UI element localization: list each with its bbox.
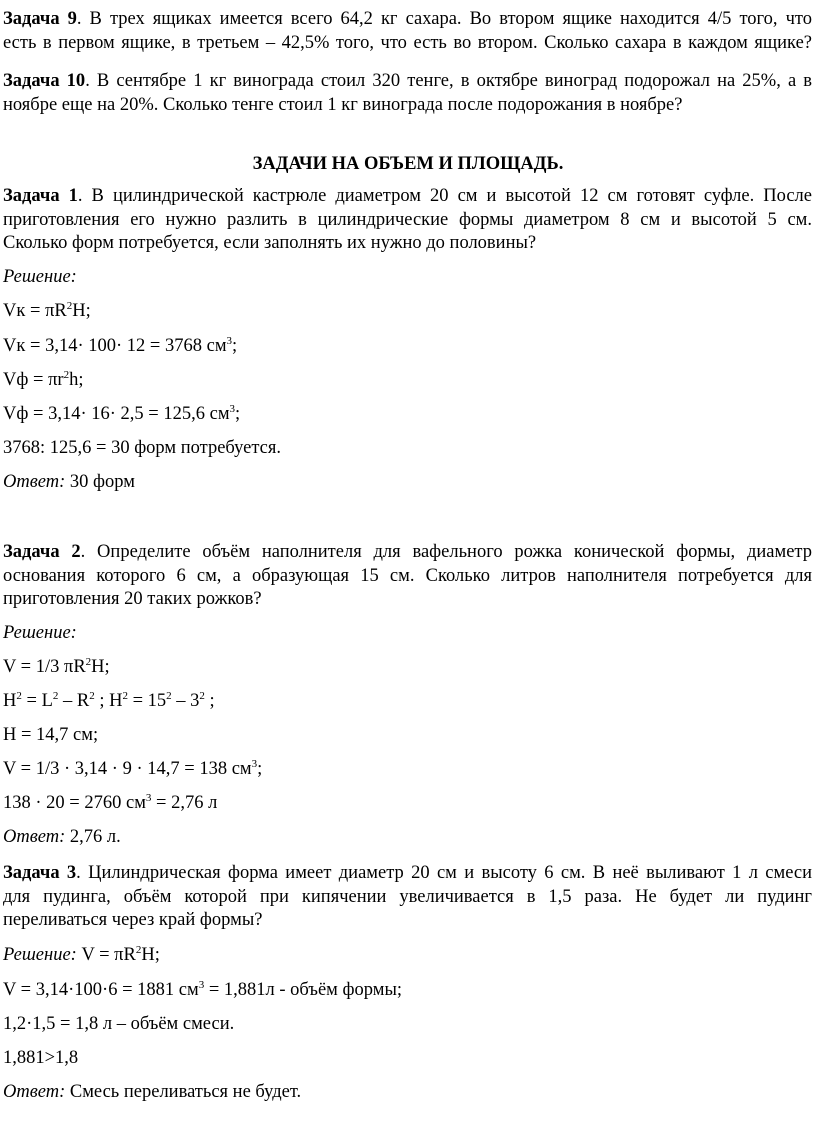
section-title: ЗАДАЧИ НА ОБЪЕМ И ПЛОЩАДЬ. bbox=[252, 154, 564, 174]
superscript: 2 bbox=[135, 944, 142, 956]
superscript: 3 bbox=[145, 792, 152, 804]
task9-line1: Задача 9. В трех ящиках имеется всего 64,2 кг сахара. Во втором ящике находится 4/5 того, что bbox=[3, 9, 812, 29]
task3-solution: Решение: $V = \pi R^2H$; bbox=[3, 944, 160, 965]
superscript: 2 bbox=[122, 690, 128, 702]
task2-step3: H = 14,7 см; bbox=[3, 725, 99, 745]
superscript: 3 bbox=[229, 403, 236, 415]
task1-step3: Vф = $\pi r^2h$; bbox=[3, 369, 84, 390]
task1-step1: Vк = $\pi R^2H$; bbox=[3, 300, 91, 321]
task10-line1: Задача 10. В сентябре 1 кг винограда стоил 320 тенге, в октябре виноград подорожал на 25%, а в bbox=[3, 71, 812, 91]
task1-line1: Задача 1. В цилиндрической кастрюле диаметром 20 см и высотой 12 см готовят суфле. После bbox=[3, 186, 812, 206]
task10-line2: ноябре еще на 20%. Сколько тенге стоил 1 кг винограда после подорожания в ноябре? bbox=[3, 95, 683, 115]
superscript: 2 bbox=[66, 300, 73, 312]
superscript: 3 bbox=[198, 979, 205, 991]
task3-line1: Задача 3. Цилиндрическая форма имеет диаметр 20 см и высоту 6 см. В неё выливают 1 л смеси bbox=[3, 863, 812, 883]
task2-line1: Задача 2. Определите объём наполнителя для вафельного рожка конической формы, диаметр bbox=[3, 542, 812, 562]
task2-label: Задача 2 bbox=[3, 542, 81, 562]
task9-line2: есть в первом ящике, в третьем – 42,5% того, что есть во втором. Сколько сахара в каждом ящике? bbox=[3, 33, 812, 53]
superscript: 2 bbox=[85, 656, 92, 668]
task2-step1: V = 1/3 $\pi R^2H$; bbox=[3, 656, 110, 677]
superscript: 2 bbox=[63, 369, 70, 381]
task1-line3: Сколько форм потребуется, если заполнять их нужно до половины? bbox=[3, 233, 537, 253]
task3-line2: для пудинга, объём которой при кипячении увеличивается в 1,5 раза. Не будет ли пудинг bbox=[3, 887, 812, 907]
superscript: 2 bbox=[166, 690, 172, 702]
task2-line3: приготовления 20 таких рожков? bbox=[3, 589, 262, 609]
superscript: 2 bbox=[16, 690, 22, 702]
task2-step2: $H^2 = L^2 - R^2$ ; $H^2 = 15^2 - 3^2$ ; bbox=[3, 690, 215, 711]
task3-solution-label: Решение: bbox=[3, 945, 77, 965]
task3-label: Задача 3 bbox=[3, 863, 77, 883]
task9-label: Задача 9 bbox=[3, 9, 77, 29]
task2-step4: V = 1/3 · 3,14 · 9 · 14,7 = 138 $см^3$; bbox=[3, 758, 263, 779]
task10-label: Задача 10 bbox=[3, 71, 86, 91]
task1-solution-label: Решение: bbox=[3, 267, 77, 287]
task1-step2: Vк = 3,14· 100· 12 = 3768 $см^3$; bbox=[3, 335, 238, 356]
task2-answer: Ответ: 2,76 л. bbox=[3, 827, 121, 847]
task1-label: Задача 1 bbox=[3, 186, 78, 206]
task3-step2: 1,2·1,5 = 1,8 л – объём смеси. bbox=[3, 1014, 235, 1034]
superscript: 3 bbox=[226, 335, 233, 347]
task1-answer: Ответ: 30 форм bbox=[3, 472, 135, 492]
task1-step4: Vф = 3,14· 16· 2,5 = 125,6 $см^3$; bbox=[3, 403, 241, 424]
task3-answer: Ответ: Смесь переливаться не будет. bbox=[3, 1082, 302, 1102]
task3-step1: V = 3,14·100·6 = 1881 $см^3 = 1,881л$ - объём формы; bbox=[3, 979, 403, 1000]
superscript: 2 bbox=[89, 690, 95, 702]
task1-step5: 3768: 125,6 = 30 форм потребуется. bbox=[3, 438, 281, 458]
task2-solution-label: Решение: bbox=[3, 623, 77, 643]
superscript: 3 bbox=[251, 758, 258, 770]
task2-step5: 138 · 20 = 2760 $см^3 = 2,76$ л bbox=[3, 792, 218, 813]
superscript: 2 bbox=[52, 690, 59, 702]
task1-line2: приготовления его нужно разлить в цилиндрические формы диаметром 8 см и высотой 5 см. bbox=[3, 210, 812, 230]
task2-line2: основания которого 6 см, а образующая 15 см. Сколько литров наполнителя потребуется для bbox=[3, 566, 812, 586]
task3-step3: 1,881>1,8 bbox=[3, 1048, 79, 1068]
superscript: 2 bbox=[199, 690, 205, 702]
task3-line3: переливаться через край формы? bbox=[3, 910, 263, 930]
